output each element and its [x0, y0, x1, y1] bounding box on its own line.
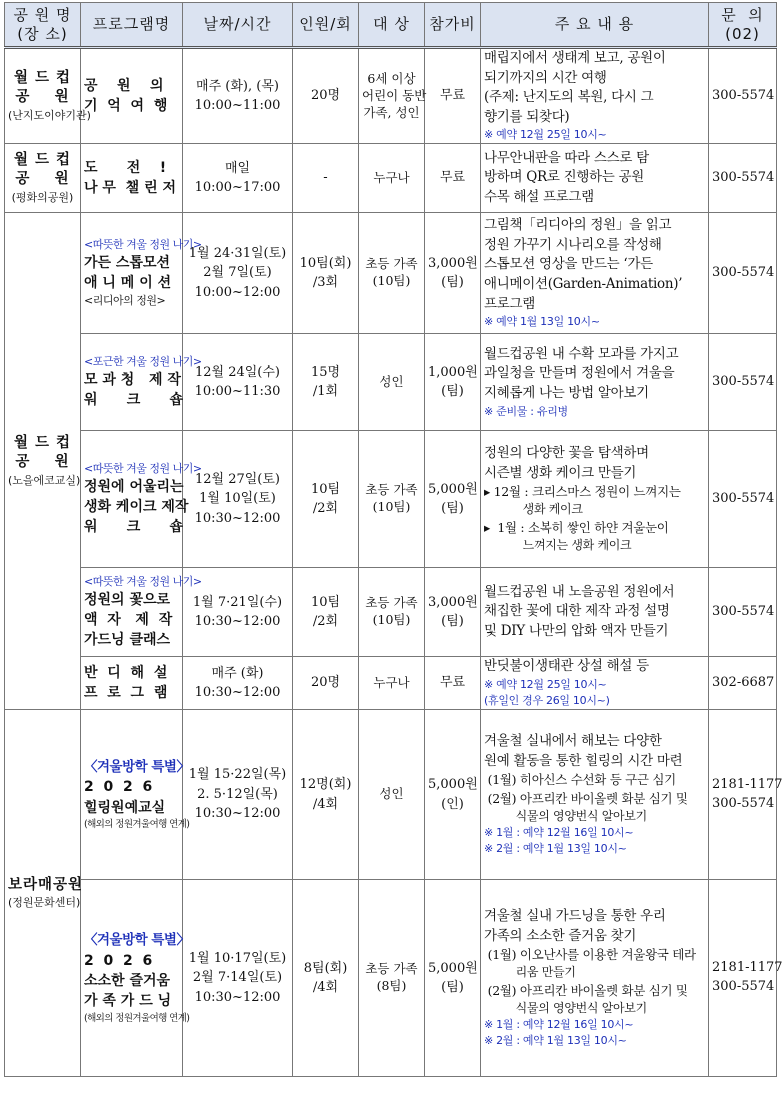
- table-row: [5, 48, 777, 144]
- text-line: 1월 10일(토): [199, 491, 276, 507]
- text-line: 매일: [224, 160, 251, 176]
- text-line: 반딧불이생태관 상설 해설 등: [484, 658, 649, 675]
- content-item: 생화 케이크: [484, 502, 583, 517]
- park-place: (난지도이야기관): [8, 108, 91, 122]
- text-line: 스톱모션 영상을 만드는 ‘가든: [484, 256, 653, 273]
- text-line: 5,000원: [428, 777, 478, 793]
- datetime-cell: [183, 48, 293, 144]
- text-line: 1월 10·17일(토): [188, 950, 287, 966]
- content-item: (2월) 아프리칸 바이올렛 화분 심기 및: [484, 982, 688, 998]
- text-line: 5,000원: [428, 960, 478, 976]
- fee-cell: [425, 710, 481, 880]
- text-line: /4회: [312, 980, 339, 996]
- text-line: 시즌별 생화 케이크 만들기: [484, 464, 637, 481]
- text-line: /2회: [312, 614, 339, 630]
- content-cell: [481, 48, 709, 144]
- text-line: 300-5574: [712, 603, 775, 619]
- target-cell: [359, 213, 425, 334]
- text-line: 10팀: [310, 594, 341, 610]
- header-datetime: 날짜/시간: [183, 3, 293, 48]
- content-item: 느껴지는 생화 케이크: [484, 537, 632, 552]
- datetime-cell: [183, 334, 293, 431]
- program-tag: <포근한 겨울 정원 나기>: [84, 354, 202, 368]
- content-note: ※ 1월 : 예약 12월 16일 10시~: [484, 1018, 634, 1032]
- text-line: 1,000원: [428, 364, 478, 380]
- content-note: ※ 2월 : 예약 1월 13일 10시~: [484, 842, 627, 856]
- program-tag: <따뜻한 겨울 정원 나기>: [84, 237, 202, 251]
- content-item: 식물의 영양번식 알아보기: [484, 1000, 647, 1015]
- text-line: 프로그램: [484, 295, 535, 312]
- content-cell: [481, 657, 709, 710]
- text-line: 기 억 여 행: [84, 98, 168, 115]
- capacity-cell: [293, 880, 359, 1077]
- text-line: 1월 15·22일(목): [188, 767, 287, 783]
- text-line: 가족, 성인: [363, 104, 420, 120]
- content-item: 리움 만들기: [484, 965, 576, 980]
- content-note: ※ 예약 12월 25일 10시~: [484, 128, 607, 142]
- target-cell: [359, 144, 425, 213]
- text-line: 가든 스톱모션: [84, 254, 171, 271]
- content-note: (휴일인 경우 26일 10시~): [484, 693, 610, 707]
- text-line: 2. 5·12일(목): [197, 786, 278, 802]
- park-place: (정원문화센터): [8, 896, 81, 910]
- text-line: 10:30~12:00: [194, 614, 281, 630]
- text-line: 300-5574: [712, 264, 775, 280]
- table-row: [5, 334, 777, 431]
- text-line: 초등 가족: [365, 482, 418, 498]
- fee-cell: [425, 568, 481, 657]
- content-item: ▸ 1월 : 소복히 쌓인 하얀 겨울눈이: [484, 519, 669, 535]
- capacity-cell: [293, 48, 359, 144]
- content-cell: [481, 568, 709, 657]
- contact-cell: [709, 431, 777, 568]
- text-line: 힐링원예교실: [84, 799, 166, 816]
- text-line: 정원 가꾸기 시나리오를 작성해: [484, 236, 662, 253]
- content-cell: [481, 710, 709, 880]
- header-target: 대 상: [359, 3, 425, 48]
- text-line: (팀): [441, 275, 464, 291]
- text-line: 20명: [310, 675, 341, 691]
- text-line: 소소한 즐거움: [84, 972, 171, 989]
- text-line: 2181-1177: [712, 960, 783, 976]
- text-line: 겨울철 실내 가드닝을 통한 우리: [484, 908, 666, 925]
- text-line: /4회: [312, 796, 339, 812]
- text-line: 워 크 숍: [84, 392, 184, 409]
- program-tag: <따뜻한 겨울 정원 나기>: [84, 574, 202, 588]
- text-line: 10:30~12:00: [194, 510, 281, 526]
- content-item: 식물의 영양번식 알아보기: [484, 808, 647, 823]
- park-place: (노을에코교실): [8, 473, 81, 487]
- contact-cell: [709, 657, 777, 710]
- text-line: 2181-1177: [712, 776, 783, 792]
- text-line: (팀): [441, 614, 464, 630]
- text-line: 겨울철 실내에서 해보는 다양한: [484, 733, 662, 750]
- text-line: 어린이 동반: [362, 87, 427, 103]
- text-line: 수목 해설 프로그램: [484, 188, 594, 205]
- program-tag: <따뜻한 겨울 정원 나기>: [84, 461, 202, 475]
- program-subtitle: <리디아의 정원>: [84, 294, 166, 308]
- text-line: (인): [441, 796, 464, 812]
- content-cell: [481, 213, 709, 334]
- text-line: 나무안내판을 따라 스스로 탐: [484, 149, 649, 166]
- content-note: ※ 2월 : 예약 1월 13일 10시~: [484, 1034, 627, 1048]
- table-row: [5, 568, 777, 657]
- header-fee: 참가비: [425, 3, 481, 48]
- text-line: 초등 가족: [365, 961, 418, 977]
- content-item: (1월) 히아신스 수선화 등 구근 심기: [484, 772, 676, 788]
- text-line: 성인: [379, 786, 404, 802]
- text-line: 6세 이상: [367, 70, 416, 86]
- fee-cell: [425, 144, 481, 213]
- header-program: 프로그램명: [81, 3, 183, 48]
- text-line: 정원에 어울리는: [84, 478, 184, 495]
- content-item: (2월) 아프리칸 바이올렛 화분 심기 및: [484, 790, 688, 806]
- fee-cell: [425, 880, 481, 1077]
- text-line: 지혜롭게 나는 방법 알아보기: [484, 385, 649, 401]
- text-line: 2월 7일(토): [203, 265, 272, 281]
- text-line: (팀): [441, 980, 464, 996]
- text-line: 300-5574: [712, 795, 775, 811]
- contact-cell: [709, 710, 783, 880]
- text-line: 10:00~12:00: [194, 284, 281, 300]
- program-cell: [81, 710, 190, 880]
- contact-cell: [709, 568, 777, 657]
- text-line: 10:30~12:00: [194, 685, 281, 701]
- target-cell: [359, 710, 425, 880]
- fee-cell: [425, 657, 481, 710]
- text-line: 공 원 의: [84, 77, 164, 94]
- program-cell: [81, 568, 202, 657]
- program-cell: [81, 880, 190, 1077]
- text-line: (10팀): [372, 499, 411, 515]
- content-cell: [481, 334, 709, 431]
- park-name: 보라매공원: [8, 876, 84, 893]
- text-line: 애 니 메 이 션: [84, 275, 172, 292]
- park-cell: [5, 710, 84, 1077]
- program-cell: [81, 213, 202, 334]
- text-line: 12명(회): [299, 777, 352, 793]
- text-line: 무료: [439, 88, 466, 104]
- text-line: /2회: [312, 501, 339, 517]
- text-line: 누구나: [373, 674, 410, 690]
- program-note: (해외의 정원겨울여행 연계): [84, 1012, 190, 1024]
- contact-cell: [709, 48, 777, 144]
- table-row: [5, 431, 777, 568]
- target-cell: [359, 431, 425, 568]
- text-line: 초등 가족: [365, 256, 418, 272]
- datetime-cell: [183, 657, 293, 710]
- contact-cell: [709, 144, 777, 213]
- text-line: 10:00~17:00: [194, 180, 281, 196]
- text-line: 2 0 2 6: [84, 779, 153, 796]
- text-line: (팀): [441, 384, 464, 400]
- text-line: 1월 24·31일(토): [188, 245, 287, 261]
- text-line: 및 DIY 나만의 압화 액자 만들기: [484, 622, 669, 639]
- text-line: 300-5574: [712, 87, 775, 103]
- contact-cell: [709, 213, 777, 334]
- text-line: 가 족 가 드 닝: [84, 993, 172, 1010]
- text-line: 300-5574: [712, 373, 775, 389]
- text-line: 8팀(회): [303, 960, 348, 976]
- text-line: 300-5574: [712, 979, 775, 995]
- capacity-cell: [293, 431, 359, 568]
- datetime-cell: [183, 710, 293, 880]
- program-cell: [81, 334, 202, 431]
- target-cell: [359, 657, 425, 710]
- text-line: 도 전 !: [84, 159, 167, 176]
- program-tag: 〈겨울방학 특별〉: [84, 758, 190, 775]
- park-cell: [5, 48, 91, 144]
- content-note: ※ 1월 : 예약 12월 16일 10시~: [484, 826, 634, 840]
- text-line: 10:00~11:00: [194, 98, 281, 114]
- program-tag: 〈겨울방학 특별〉: [84, 932, 190, 949]
- content-item: (1월) 이오난사를 이용한 겨울왕국 테라: [484, 947, 696, 963]
- text-line: (10팀): [372, 273, 411, 289]
- park-cell: [5, 144, 81, 213]
- text-line: (팀): [441, 501, 464, 517]
- park-name: 월 드 컵 공 원: [13, 435, 72, 471]
- text-line: 반 디 해 설: [84, 664, 168, 681]
- table-row: [5, 144, 777, 213]
- text-line: 12월 27일(토): [194, 471, 281, 487]
- text-line: 10:00~11:30: [194, 384, 281, 400]
- fee-cell: [425, 431, 481, 568]
- text-line: 10팀: [310, 481, 341, 497]
- text-line: 원예 활동을 통한 힐링의 시간 마련: [484, 752, 683, 769]
- text-line: 초등 가족: [365, 595, 418, 611]
- text-line: 월드컵공원 내 노을공원 정원에서: [484, 583, 675, 600]
- text-line: -: [323, 170, 328, 186]
- target-cell: [359, 880, 425, 1077]
- content-cell: [481, 431, 709, 568]
- header-row: [5, 3, 777, 48]
- text-line: (8팀): [376, 978, 407, 994]
- capacity-cell: [293, 334, 359, 431]
- table-row: [5, 880, 777, 1077]
- contact-cell: [709, 334, 777, 431]
- text-line: 매립지에서 생태계 보고, 공원이: [484, 50, 666, 66]
- datetime-cell: [183, 213, 293, 334]
- capacity-cell: [293, 568, 359, 657]
- text-line: 정원의 꽃으로: [84, 591, 171, 608]
- text-line: 가족의 소소한 즐거움 찾기: [484, 927, 637, 944]
- text-line: 액 자 제 작: [84, 612, 173, 628]
- text-line: 2 0 2 6: [84, 952, 153, 969]
- content-cell: [481, 144, 709, 213]
- content-note: ※ 예약 12월 25일 10시~: [484, 678, 607, 692]
- content-note: ※ 예약 1월 13일 10시~: [484, 315, 600, 329]
- contact-cell: [709, 880, 783, 1077]
- program-cell: [81, 431, 202, 568]
- target-cell: [359, 568, 425, 657]
- content-cell: [481, 880, 709, 1077]
- text-line: 정원의 다양한 꽃을 탐색하며: [484, 445, 649, 462]
- text-line: 나 무 챌 린 저: [84, 180, 176, 197]
- capacity-cell: [293, 710, 359, 880]
- table-row: [5, 710, 777, 880]
- fee-cell: [425, 334, 481, 431]
- text-line: 프 로 그 램: [84, 685, 168, 702]
- text-line: 성인: [379, 373, 404, 389]
- datetime-cell: [183, 880, 293, 1077]
- text-line: 생화 케이크 제작: [84, 499, 189, 515]
- header-park: 공 원 명 (장 소): [5, 3, 81, 48]
- text-line: 5,000원: [428, 481, 478, 497]
- text-line: (10팀): [372, 612, 411, 628]
- park-cell: [5, 213, 81, 710]
- text-line: 매주 (화): [211, 665, 264, 681]
- program-table: [4, 2, 783, 1077]
- program-cell: [81, 657, 183, 710]
- text-line: 매주 (화), (목): [196, 78, 279, 94]
- program-cell: [81, 48, 183, 144]
- park-place: (평화의공원): [11, 190, 74, 204]
- text-line: 워 크 숍: [84, 519, 184, 536]
- text-line: 그림책「리디아의 정원」을 읽고: [484, 217, 672, 234]
- content-item: ▸ 12월 : 크리스마스 정원이 느껴지는: [484, 484, 681, 500]
- text-line: 누구나: [373, 169, 410, 185]
- content-note: ※ 준비물 : 유리병: [484, 404, 568, 418]
- text-line: 20명: [310, 88, 341, 104]
- text-line: 무료: [439, 675, 466, 691]
- text-line: (주제: 난지도의 복원, 다시 그: [484, 89, 654, 106]
- text-line: 1월 7·21일(수): [192, 594, 283, 610]
- text-line: 300-5574: [712, 490, 775, 506]
- header-contact: 문 의 (02): [709, 3, 777, 48]
- text-line: 채집한 꽃에 대한 제작 과정 설명: [484, 603, 670, 620]
- text-line: 10:30~12:00: [194, 806, 281, 822]
- text-line: 월드컵공원 내 수확 모과를 가지고: [484, 345, 679, 362]
- text-line: 302-6687: [712, 674, 775, 690]
- text-line: /3회: [312, 275, 339, 291]
- text-line: 되기까지의 시간 여행: [484, 69, 607, 86]
- text-line: 무료: [439, 170, 466, 186]
- header-capacity: 인원/회: [293, 3, 359, 48]
- fee-cell: [425, 213, 481, 334]
- text-line: 애니메이션(Garden-Animation)’: [484, 276, 683, 292]
- program-note: (해외의 정원겨울여행 연계): [84, 818, 190, 830]
- target-cell: [359, 48, 425, 144]
- text-line: 15명: [310, 364, 341, 380]
- text-line: 가드닝 클래스: [84, 632, 171, 649]
- target-cell: [359, 334, 425, 431]
- capacity-cell: [293, 657, 359, 710]
- fee-cell: [425, 48, 481, 144]
- table-row: [5, 657, 777, 710]
- text-line: 10:30~12:00: [194, 989, 281, 1005]
- park-name: 월 드 컵 공 원: [13, 152, 72, 188]
- datetime-cell: [183, 144, 293, 213]
- text-line: 모 과 청 제 작: [84, 371, 181, 388]
- text-line: 10팀(회): [299, 255, 352, 271]
- capacity-cell: [293, 144, 359, 213]
- text-line: /1회: [312, 384, 339, 400]
- text-line: 3,000원: [428, 255, 478, 271]
- table-row: [5, 213, 777, 334]
- text-line: 3,000원: [428, 594, 478, 610]
- text-line: 향기를 되찾다): [484, 108, 570, 125]
- datetime-cell: [183, 431, 293, 568]
- park-name: 월 드 컵 공 원: [13, 70, 72, 105]
- header-content: 주 요 내 용: [481, 3, 709, 48]
- text-line: 과일청을 만들며 정원에서 겨울을: [484, 365, 675, 382]
- text-line: 300-5574: [712, 169, 775, 185]
- text-line: 방하며 QR로 진행하는 공원: [484, 169, 645, 186]
- text-line: 12월 24일(수): [194, 364, 281, 380]
- program-cell: [81, 144, 183, 213]
- capacity-cell: [293, 213, 359, 334]
- text-line: 2월 7·14일(토): [192, 970, 283, 986]
